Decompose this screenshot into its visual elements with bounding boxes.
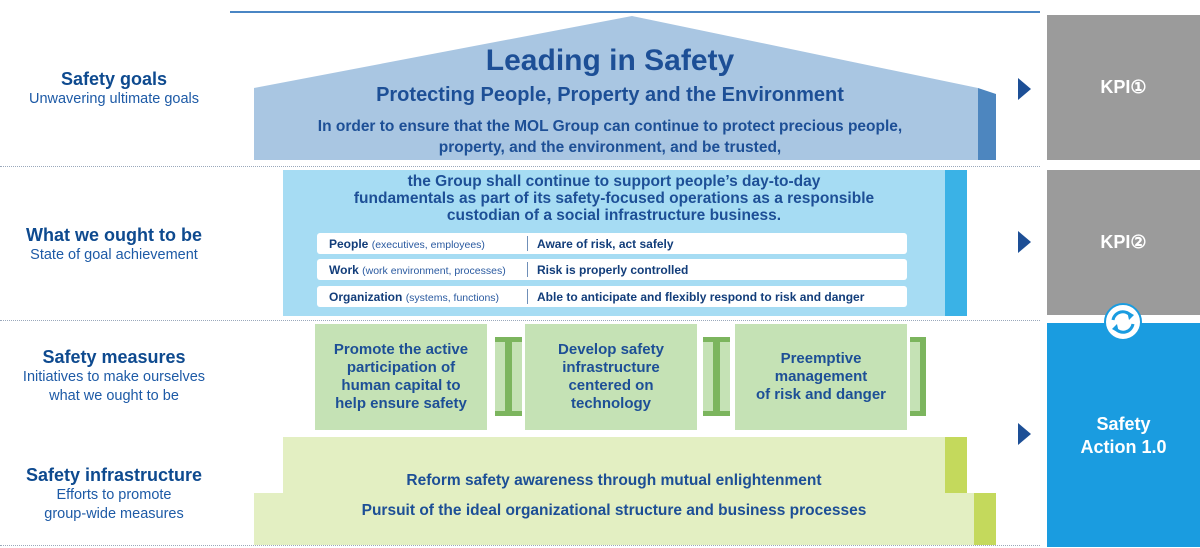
divider-goals-ought [0,166,1040,167]
ought-line-1: the Group shall continue to support people’s day-to-day [407,173,821,190]
divider-ought-measures [0,320,1040,321]
ought-box-side [945,170,967,316]
roof-subtitle: Protecting People, Property and the Environment [376,84,844,106]
row-label-main: Work [329,263,359,277]
kpi-2-box [1047,170,1200,315]
top-divider [230,11,1040,13]
measure-line: participation of [346,359,456,376]
row-separator [527,289,528,304]
safety-goals-subtitle: Unwavering ultimate goals [28,91,200,107]
measure-line: Promote the active [333,341,469,358]
safety-infrastructure-subtitle-2: group-wide measures [44,506,184,522]
safety-measures-label [0,346,228,406]
refresh-cycle-icon [1103,302,1143,342]
ought-row-work [317,259,907,280]
infra-line-1: Reform safety awareness through mutual enlightenment [406,472,822,489]
measure-text [315,324,487,430]
row-label-sub: (executives, employees) [371,239,485,251]
measure-line: management [774,368,868,385]
measure-text [735,324,907,430]
ought-row-people [317,233,907,254]
row-label [329,263,506,277]
measure-line: technology [570,395,651,412]
what-we-ought-subtitle: State of goal achievement [30,247,198,263]
arrow-right-icon [1018,78,1031,100]
measure-line: Develop safety [558,341,664,358]
measure-bracket-right [910,337,926,416]
safety-measures-title: Safety measures [42,347,186,367]
safety-measures-subtitle-2: what we ought to be [49,388,179,404]
ought-row-organization [317,286,907,307]
arrow-right-icon [1018,231,1031,253]
row-label-sub: (systems, functions) [405,292,500,304]
kpi-2-label: KPI② [1100,232,1147,252]
safety-measures-subtitle-1: Initiatives to make ourselves [22,369,206,385]
safety-action-box [1047,323,1200,547]
roof-line-2: property, and the environment, and be trusted, [438,139,782,156]
arrow-right-icon [1018,423,1031,445]
safety-infrastructure-label [0,464,228,524]
row-separator [527,262,528,277]
ought-line-2: fundamentals as part of its safety-focused operations as a responsible [353,190,875,207]
infra-lower-side [974,493,996,545]
row-value: Risk is properly controlled [537,263,689,277]
infra-upper-side [945,437,967,493]
measure-line: infrastructure [562,359,660,376]
measure-bracket-left [506,337,522,416]
measure-line: human capital to [341,377,461,394]
measure-line: of risk and danger [755,386,887,403]
row-value: Aware of risk, act safely [537,237,674,251]
infra-line-2: Pursuit of the ideal organizational structure and business processes [361,502,867,519]
kpi-1-box [1047,15,1200,160]
measure-bracket-left [714,337,730,416]
roof-title: Leading in Safety [485,44,735,77]
row-separator [527,236,528,251]
row-label [329,237,485,251]
safety-goals-label [0,68,228,109]
row-label-main: Organization [329,290,403,304]
row-label-sub: (work environment, processes) [362,265,506,277]
kpi-1-label: KPI① [1100,77,1147,97]
measure-line: Preemptive [780,350,862,367]
what-we-ought-label [0,224,228,265]
row-value: Able to anticipate and flexibly respond to risk and danger [537,290,865,304]
measure-text [525,324,697,430]
measure-preemptive-risk [735,324,907,430]
safety-action-line-2: Action 1.0 [1080,437,1167,457]
roof-line-1: In order to ensure that the MOL Group can continue to protect precious people, [317,118,903,135]
divider-bottom [0,545,1040,546]
measure-infrastructure-technology [525,324,697,430]
measure-line: help ensure safety [335,395,467,412]
measure-human-capital [315,324,487,430]
safety-action-line-1: Safety [1096,414,1151,434]
ought-line-3: custodian of a social infrastructure business. [446,207,782,224]
safety-infrastructure-subtitle-1: Efforts to promote [56,487,172,503]
measure-line: centered on [568,377,654,394]
what-we-ought-title: What we ought to be [26,225,202,245]
row-label [329,290,499,304]
row-label-main: People [329,237,369,251]
safety-goals-title: Safety goals [60,69,168,89]
safety-infrastructure-title: Safety infrastructure [25,465,203,485]
roof-side [978,88,996,160]
